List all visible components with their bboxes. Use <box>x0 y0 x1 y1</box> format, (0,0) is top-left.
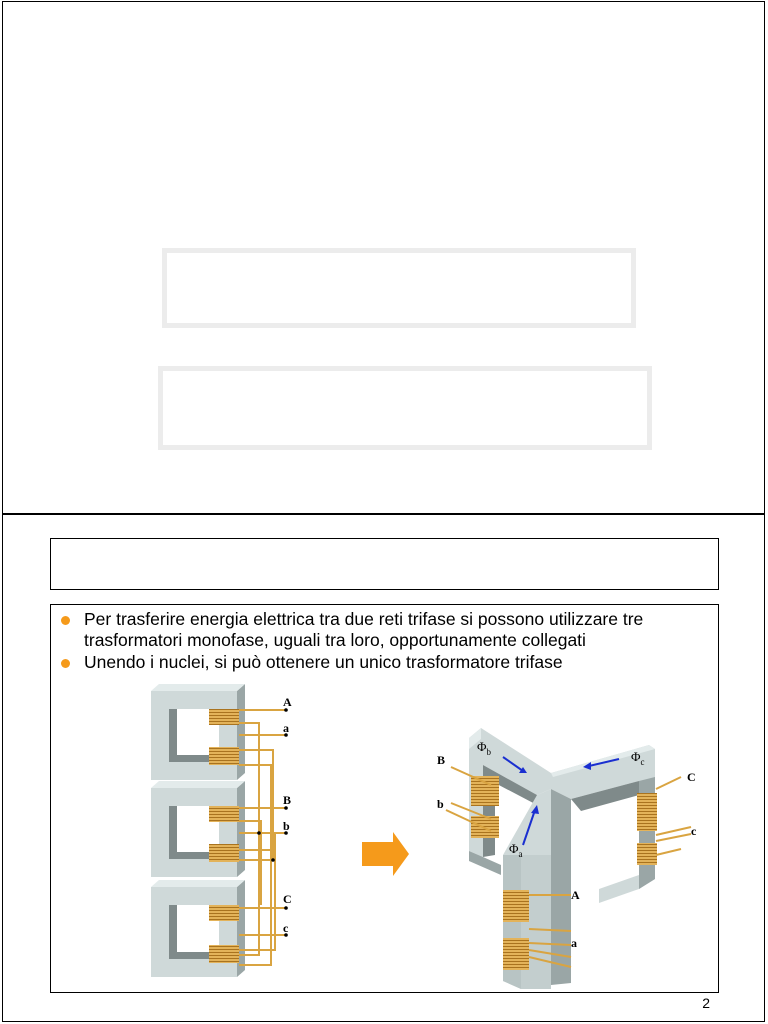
phi-c-label: $\Phi_c$ <box>631 749 645 767</box>
label-A: A <box>571 888 580 902</box>
content-box <box>50 604 719 993</box>
label-C: C <box>283 892 292 906</box>
winding-icon <box>209 945 239 963</box>
label-C: C <box>687 770 696 784</box>
wiring <box>239 710 286 965</box>
winding-icon <box>209 905 239 921</box>
title-placeholder <box>162 248 636 328</box>
transformer-core-2 <box>151 781 245 877</box>
winding-icon <box>209 844 239 862</box>
winding-icon <box>209 806 239 822</box>
label-b: b <box>283 819 290 833</box>
three-phase-transformer <box>437 728 697 989</box>
right-arrow-icon <box>362 832 409 876</box>
bullet-text: Per trasferire energia elettrica tra due reti trifase si possono utilizzare tre trasformatori monofase, uguali tra loro, opportunamente collegati <box>84 609 644 650</box>
page-number: 2 <box>702 995 710 1011</box>
winding-icon <box>209 709 239 725</box>
label-c: c <box>283 921 289 935</box>
label-b: b <box>437 797 444 811</box>
label-B: B <box>437 753 446 767</box>
winding-icon <box>471 816 499 838</box>
subtitle-placeholder <box>158 366 652 450</box>
winding-icon <box>503 890 529 922</box>
winding-icon <box>637 843 657 865</box>
transformer-figure <box>51 605 718 992</box>
label-a: a <box>571 936 577 950</box>
label-c: c <box>691 824 697 838</box>
winding-icon <box>637 793 657 831</box>
winding-icon <box>471 776 499 806</box>
transformer-core-1 <box>151 684 245 780</box>
phi-b-label: $\Phi_b$ <box>477 739 492 757</box>
winding-icon <box>209 747 239 765</box>
label-A: A <box>283 695 292 709</box>
bullet-text: Unendo i nuclei, si può ottenere un unico trasformatore trifase <box>84 652 563 672</box>
label-a: a <box>283 721 289 735</box>
slide-bottom <box>2 514 765 1022</box>
phi-a-label: $\Phi_a$ <box>509 841 523 859</box>
single-phase-transformers <box>151 684 292 977</box>
winding-icon <box>503 938 529 970</box>
slide-top <box>2 1 765 514</box>
transformer-core-3 <box>151 880 245 977</box>
label-B: B <box>283 793 292 807</box>
slide-title-box <box>50 538 719 590</box>
